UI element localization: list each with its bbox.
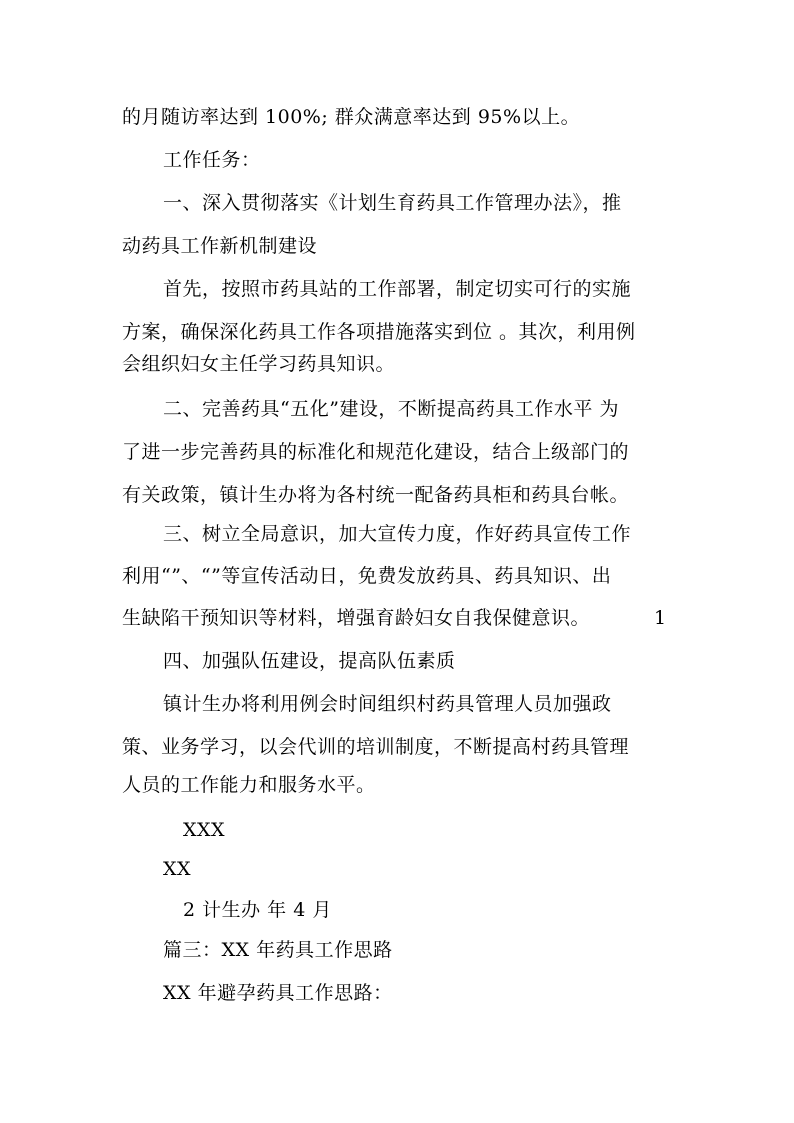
text-line-6: 方案，确保深化药具工作各项措施落实到位 。其次，利用例 <box>122 321 636 343</box>
text-line-14: 四、加强队伍建设，提高队伍素质 <box>163 650 456 672</box>
text-line-8: 二、完善药具“五化”建设，不断提高药具工作水平 为 <box>163 398 619 420</box>
text-line-13: 生缺陷干预知识等材料，增强育龄妇女自我保健意识。 <box>122 607 591 629</box>
section-heading: 篇三：XX 年药具工作思路 <box>163 939 393 961</box>
text-line-1: 的月随访率达到 100%; 群众满意率达到 95%以上。 <box>122 106 581 128</box>
text-line-16: 策、业务学习，以会代训的培训制度，不断提高村药具管理 <box>122 736 630 758</box>
text-line-17: 人员的工作能力和服务水平。 <box>122 774 376 796</box>
text-line-9: 了进一步完善药具的标准化和规范化建设，结合上级部门的 <box>122 441 630 463</box>
signature-date: 2 计生办 年 4 月 <box>183 899 332 921</box>
text-line-5: 首先，按照市药具站的工作部署，制定切实可行的实施 <box>163 278 632 300</box>
subsection-heading: XX 年避孕药具工作思路： <box>163 982 393 1004</box>
text-line-4: 动药具工作新机制建设 <box>122 235 318 257</box>
page-number: 1 <box>654 607 667 629</box>
text-line-10: 有关政策，镇计生办将为各村统一配备药具柜和药具台帐。 <box>122 484 630 506</box>
text-line-2: 工作任务： <box>163 149 261 171</box>
text-line-15: 镇计生办将利用例会时间组织村药具管理人员加强政 <box>163 693 612 715</box>
text-line-11: 三、树立全局意识，加大宣传力度，作好药具宣传工作 <box>163 523 632 545</box>
signature-name: XXX <box>183 819 226 841</box>
text-line-12: 利用“”、“”等宣传活动日，免费发放药具、药具知识、出 <box>122 565 612 587</box>
text-line-7: 会组织妇女主任学习药具知识。 <box>122 353 396 375</box>
text-line-3: 一、深入贯彻落实《计划生育药具工作管理办法》，推 <box>163 192 622 214</box>
signature-abbrev: XX <box>163 858 192 880</box>
